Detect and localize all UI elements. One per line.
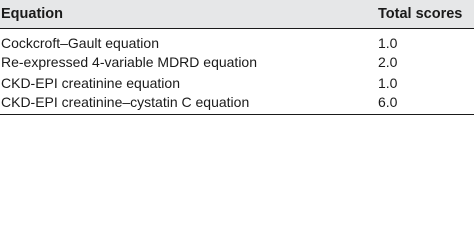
table-row xyxy=(0,93,474,114)
header-total-scores: Total scores xyxy=(372,0,474,29)
equation-scores-table xyxy=(0,0,474,115)
table-row xyxy=(0,51,474,72)
header-equation: Equation xyxy=(0,0,372,29)
score-cell: 2.0 xyxy=(378,53,398,70)
table-row xyxy=(0,29,474,52)
equation-cell: CKD-EPI creatinine–cystatin C equation xyxy=(0,93,372,114)
table-header-row xyxy=(0,0,474,29)
table-row xyxy=(0,72,474,93)
equation-cell: Cockcroft–Gault equation xyxy=(1,35,159,51)
equation-cell: CKD-EPI creatinine equation xyxy=(1,74,180,91)
score-cell: 6.0 xyxy=(372,93,474,114)
score-cell: 1.0 xyxy=(378,35,398,51)
equation-cell: Re-expressed 4-variable MDRD equation xyxy=(1,53,258,70)
score-cell: 1.0 xyxy=(378,74,398,91)
